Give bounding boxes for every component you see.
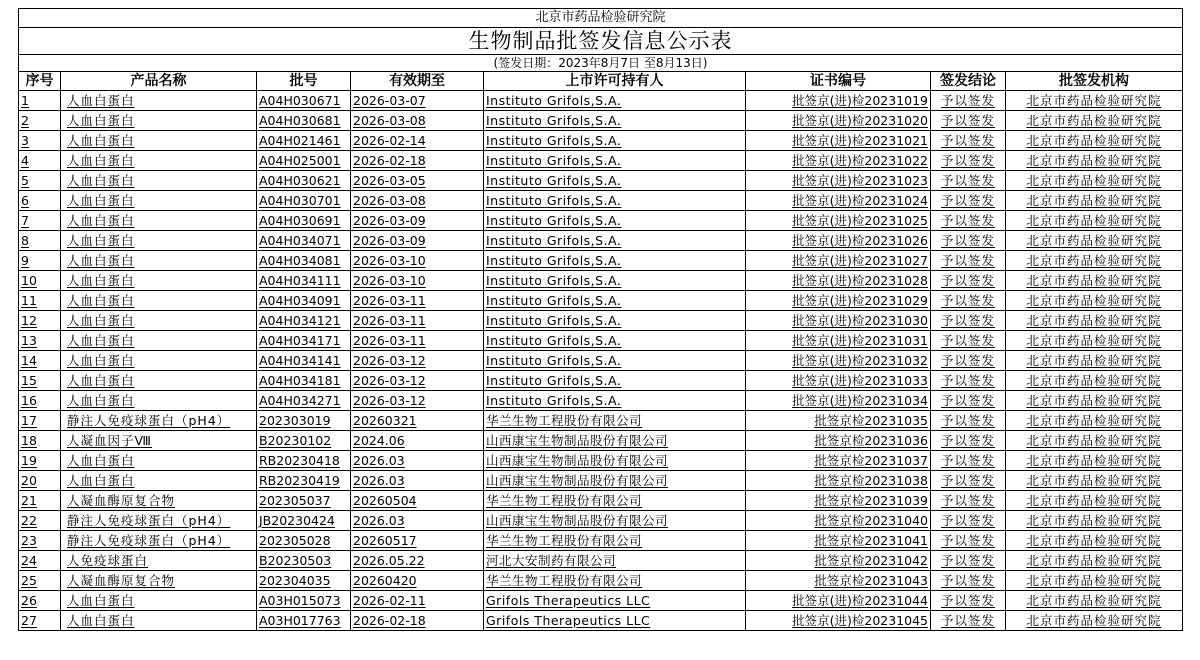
cell-conclusion[interactable]: 予以签发 xyxy=(931,551,1006,571)
cell-no[interactable]: 19 xyxy=(19,451,61,471)
cell-lot[interactable]: B20230503 xyxy=(257,551,351,571)
cell-lot[interactable]: A04H021461 xyxy=(257,131,351,151)
cell-expiry[interactable]: 20260517 xyxy=(351,531,484,551)
cell-cert[interactable]: 批签京(进)检20231030 xyxy=(746,311,931,331)
cell-product-name[interactable]: 人血白蛋白 xyxy=(61,351,257,371)
cell-product-name[interactable]: 人血白蛋白 xyxy=(61,251,257,271)
cell-conclusion[interactable]: 予以签发 xyxy=(931,151,1006,171)
cell-cert[interactable]: 批签京检20231037 xyxy=(746,451,931,471)
cell-cert[interactable]: 批签京(进)检20231023 xyxy=(746,171,931,191)
table-row xyxy=(19,211,1183,231)
cell-lot[interactable]: JB20230424 xyxy=(257,511,351,531)
cell-product-name[interactable]: 人血白蛋白 xyxy=(61,611,257,631)
cell-institution[interactable]: 北京市药品检验研究院 xyxy=(1006,211,1183,231)
cell-institution[interactable]: 北京市药品检验研究院 xyxy=(1006,531,1183,551)
cell-conclusion[interactable]: 予以签发 xyxy=(931,471,1006,491)
cell-product-name[interactable]: 人血白蛋白 xyxy=(61,451,257,471)
cell-holder[interactable]: Instituto Grifols,S.A. xyxy=(484,331,746,351)
cell-holder[interactable]: Instituto Grifols,S.A. xyxy=(484,111,746,131)
cell-lot[interactable]: A04H034171 xyxy=(257,331,351,351)
table-row xyxy=(19,291,1183,311)
table-row xyxy=(19,91,1183,111)
cell-no[interactable]: 15 xyxy=(19,371,61,391)
table-row xyxy=(19,571,1183,591)
cell-conclusion[interactable]: 予以签发 xyxy=(931,91,1006,111)
cell-expiry[interactable]: 2026-03-07 xyxy=(351,91,484,111)
table-row xyxy=(19,311,1183,331)
cell-institution[interactable]: 北京市药品检验研究院 xyxy=(1006,111,1183,131)
batch-release-table xyxy=(18,8,1183,631)
cell-product-name[interactable]: 人凝血酶原复合物 xyxy=(61,491,257,511)
cell-institution[interactable]: 北京市药品检验研究院 xyxy=(1006,131,1183,151)
cell-cert[interactable]: 批签京(进)检20231029 xyxy=(746,291,931,311)
table-row xyxy=(19,551,1183,571)
table-row xyxy=(19,531,1183,551)
cell-institution[interactable]: 北京市药品检验研究院 xyxy=(1006,91,1183,111)
cell-expiry[interactable]: 2026-02-18 xyxy=(351,611,484,631)
cell-no[interactable]: 12 xyxy=(19,311,61,331)
cell-cert[interactable]: 批签京检20231036 xyxy=(746,431,931,451)
cell-no[interactable]: 23 xyxy=(19,531,61,551)
cell-lot[interactable]: A04H034091 xyxy=(257,291,351,311)
cell-lot[interactable]: 202304035 xyxy=(257,571,351,591)
cell-product-name[interactable]: 人免疫球蛋白 xyxy=(61,551,257,571)
table-row xyxy=(19,191,1183,211)
table-row xyxy=(19,331,1183,351)
cell-conclusion[interactable]: 予以签发 xyxy=(931,511,1006,531)
cell-conclusion[interactable]: 予以签发 xyxy=(931,571,1006,591)
cell-no[interactable]: 7 xyxy=(19,211,61,231)
cell-no[interactable]: 25 xyxy=(19,571,61,591)
cell-holder[interactable]: Instituto Grifols,S.A. xyxy=(484,351,746,371)
cell-expiry[interactable]: 20260504 xyxy=(351,491,484,511)
cell-lot[interactable]: A04H030671 xyxy=(257,91,351,111)
cell-institution[interactable]: 北京市药品检验研究院 xyxy=(1006,491,1183,511)
cell-cert[interactable]: 批签京检20231042 xyxy=(746,551,931,571)
cell-holder[interactable]: 河北大安制药有限公司 xyxy=(484,551,746,571)
cell-product-name[interactable]: 人血白蛋白 xyxy=(61,391,257,411)
cell-cert[interactable]: 批签京(进)检20231022 xyxy=(746,151,931,171)
header-product-name[interactable]: 产品名称 xyxy=(61,72,257,91)
cell-cert[interactable]: 批签京(进)检20231025 xyxy=(746,211,931,231)
cell-conclusion[interactable]: 予以签发 xyxy=(931,411,1006,431)
cell-conclusion[interactable]: 予以签发 xyxy=(931,111,1006,131)
cell-cert[interactable]: 批签京(进)检20231019 xyxy=(746,91,931,111)
cell-lot[interactable]: A03H015073 xyxy=(257,591,351,611)
cell-holder[interactable]: Grifols Therapeutics LLC xyxy=(484,591,746,611)
cell-no[interactable]: 10 xyxy=(19,271,61,291)
table-row xyxy=(19,131,1183,151)
cell-institution[interactable]: 北京市药品检验研究院 xyxy=(1006,411,1183,431)
table-row xyxy=(19,411,1183,431)
cell-conclusion[interactable]: 予以签发 xyxy=(931,351,1006,371)
cell-holder[interactable]: 山西康宝生物制品股份有限公司 xyxy=(484,511,746,531)
cell-holder[interactable]: Instituto Grifols,S.A. xyxy=(484,251,746,271)
cell-product-name[interactable]: 人血白蛋白 xyxy=(61,151,257,171)
cell-holder[interactable]: Instituto Grifols,S.A. xyxy=(484,371,746,391)
cell-lot[interactable]: A04H030681 xyxy=(257,111,351,131)
cell-lot[interactable]: A04H034271 xyxy=(257,391,351,411)
cell-no[interactable]: 20 xyxy=(19,471,61,491)
table-row xyxy=(19,171,1183,191)
cell-product-name[interactable]: 人血白蛋白 xyxy=(61,111,257,131)
cell-cert[interactable]: 批签京检20231043 xyxy=(746,571,931,591)
cell-product-name[interactable]: 人血白蛋白 xyxy=(61,291,257,311)
cell-holder[interactable]: Instituto Grifols,S.A. xyxy=(484,271,746,291)
cell-lot[interactable]: A04H030691 xyxy=(257,211,351,231)
cell-lot[interactable]: A04H030621 xyxy=(257,171,351,191)
cell-institution[interactable]: 北京市药品检验研究院 xyxy=(1006,591,1183,611)
cell-conclusion[interactable]: 予以签发 xyxy=(931,191,1006,211)
cell-lot[interactable]: 202305037 xyxy=(257,491,351,511)
cell-institution[interactable]: 北京市药品检验研究院 xyxy=(1006,431,1183,451)
cell-no[interactable]: 4 xyxy=(19,151,61,171)
table-row xyxy=(19,491,1183,511)
cell-product-name[interactable]: 人血白蛋白 xyxy=(61,311,257,331)
cell-institution[interactable]: 北京市药品检验研究院 xyxy=(1006,271,1183,291)
cell-expiry[interactable]: 2026-03-09 xyxy=(351,211,484,231)
cell-conclusion[interactable]: 予以签发 xyxy=(931,371,1006,391)
cell-lot[interactable]: A04H034081 xyxy=(257,251,351,271)
cell-holder[interactable]: 华兰生物工程股份有限公司 xyxy=(484,491,746,511)
cell-holder[interactable]: Grifols Therapeutics LLC xyxy=(484,611,746,631)
cell-institution[interactable]: 北京市药品检验研究院 xyxy=(1006,391,1183,411)
cell-no[interactable]: 24 xyxy=(19,551,61,571)
cell-no[interactable]: 13 xyxy=(19,331,61,351)
cell-cert[interactable]: 批签京(进)检20231020 xyxy=(746,111,931,131)
cell-holder[interactable]: 华兰生物工程股份有限公司 xyxy=(484,411,746,431)
cell-holder[interactable]: Instituto Grifols,S.A. xyxy=(484,391,746,411)
cell-expiry[interactable]: 2026-03-08 xyxy=(351,111,484,131)
cell-conclusion[interactable]: 予以签发 xyxy=(931,611,1006,631)
cell-holder[interactable]: 山西康宝生物制品股份有限公司 xyxy=(484,431,746,451)
table-row xyxy=(19,111,1183,131)
cell-conclusion[interactable]: 予以签发 xyxy=(931,131,1006,151)
cell-lot[interactable]: A04H034141 xyxy=(257,351,351,371)
table-row xyxy=(19,391,1183,411)
cell-no[interactable]: 2 xyxy=(19,111,61,131)
cell-institution[interactable]: 北京市药品检验研究院 xyxy=(1006,191,1183,211)
cell-product-name[interactable]: 人血白蛋白 xyxy=(61,231,257,251)
cell-expiry[interactable]: 2026.03 xyxy=(351,511,484,531)
cell-no[interactable]: 27 xyxy=(19,611,61,631)
cell-no[interactable]: 6 xyxy=(19,191,61,211)
cell-expiry[interactable]: 2026.05.22 xyxy=(351,551,484,571)
cell-lot[interactable]: A04H034071 xyxy=(257,231,351,251)
table-row xyxy=(19,151,1183,171)
cell-product-name[interactable]: 人血白蛋白 xyxy=(61,331,257,351)
cell-holder[interactable]: 山西康宝生物制品股份有限公司 xyxy=(484,471,746,491)
cell-product-name[interactable]: 静注人免疫球蛋白（pH4） xyxy=(61,411,257,431)
cell-expiry[interactable]: 2026-03-11 xyxy=(351,291,484,311)
cell-no[interactable]: 9 xyxy=(19,251,61,271)
cell-expiry[interactable]: 2026-02-18 xyxy=(351,151,484,171)
cell-no[interactable]: 8 xyxy=(19,231,61,251)
cell-cert[interactable]: 批签京(进)检20231024 xyxy=(746,191,931,211)
cell-lot[interactable]: A03H017763 xyxy=(257,611,351,631)
cell-lot[interactable]: RB20230419 xyxy=(257,471,351,491)
cell-expiry[interactable]: 2026-03-05 xyxy=(351,171,484,191)
cell-expiry[interactable]: 2026.03 xyxy=(351,471,484,491)
header-row xyxy=(19,72,1183,91)
cell-institution[interactable]: 北京市药品检验研究院 xyxy=(1006,571,1183,591)
table-row xyxy=(19,471,1183,491)
cell-holder[interactable]: Instituto Grifols,S.A. xyxy=(484,231,746,251)
table-row xyxy=(19,451,1183,471)
cell-institution[interactable]: 北京市药品检验研究院 xyxy=(1006,471,1183,491)
cell-expiry[interactable]: 2026-03-10 xyxy=(351,251,484,271)
cell-cert[interactable]: 批签京检20231035 xyxy=(746,411,931,431)
cell-institution[interactable]: 北京市药品检验研究院 xyxy=(1006,291,1183,311)
cell-institution[interactable]: 北京市药品检验研究院 xyxy=(1006,371,1183,391)
cell-no[interactable]: 16 xyxy=(19,391,61,411)
cell-institution[interactable]: 北京市药品检验研究院 xyxy=(1006,551,1183,571)
cell-institution[interactable]: 北京市药品检验研究院 xyxy=(1006,351,1183,371)
cell-expiry[interactable]: 2026-03-12 xyxy=(351,371,484,391)
cell-expiry[interactable]: 2026-03-12 xyxy=(351,351,484,371)
table-row xyxy=(19,371,1183,391)
header-holder[interactable]: 上市许可持有人 xyxy=(484,72,746,91)
cell-conclusion[interactable]: 予以签发 xyxy=(931,431,1006,451)
table-row xyxy=(19,591,1183,611)
date-range[interactable]: (签发日期：2023年8月7日 至8月13日) xyxy=(19,55,1183,72)
cell-expiry[interactable]: 2026-03-11 xyxy=(351,311,484,331)
cell-institution[interactable]: 北京市药品检验研究院 xyxy=(1006,151,1183,171)
table-row xyxy=(19,251,1183,271)
cell-cert[interactable]: 批签京检20231040 xyxy=(746,511,931,531)
cell-product-name[interactable]: 人血白蛋白 xyxy=(61,371,257,391)
cell-institution[interactable]: 北京市药品检验研究院 xyxy=(1006,331,1183,351)
cell-cert[interactable]: 批签京(进)检20231031 xyxy=(746,331,931,351)
cell-institution[interactable]: 北京市药品检验研究院 xyxy=(1006,171,1183,191)
table-row xyxy=(19,271,1183,291)
table-body xyxy=(19,91,1183,631)
cell-product-name[interactable]: 人血白蛋白 xyxy=(61,211,257,231)
cell-cert[interactable]: 批签京(进)检20231026 xyxy=(746,231,931,251)
cell-cert[interactable]: 批签京(进)检20231028 xyxy=(746,271,931,291)
cell-cert[interactable]: 批签京检20231039 xyxy=(746,491,931,511)
cell-cert[interactable]: 批签京(进)检20231044 xyxy=(746,591,931,611)
cell-conclusion[interactable]: 予以签发 xyxy=(931,291,1006,311)
cell-no[interactable]: 3 xyxy=(19,131,61,151)
cell-expiry[interactable]: 2026-02-14 xyxy=(351,131,484,151)
cell-product-name[interactable]: 人凝血因子Ⅷ xyxy=(61,431,257,451)
cell-conclusion[interactable]: 予以签发 xyxy=(931,591,1006,611)
cell-product-name[interactable]: 人血白蛋白 xyxy=(61,171,257,191)
cell-institution[interactable]: 北京市药品检验研究院 xyxy=(1006,311,1183,331)
cell-no[interactable]: 17 xyxy=(19,411,61,431)
cell-product-name[interactable]: 人血白蛋白 xyxy=(61,131,257,151)
cell-no[interactable]: 22 xyxy=(19,511,61,531)
cell-expiry[interactable]: 20260321 xyxy=(351,411,484,431)
cell-product-name[interactable]: 静注人免疫球蛋白（pH4） xyxy=(61,531,257,551)
cell-institution[interactable]: 北京市药品检验研究院 xyxy=(1006,511,1183,531)
cell-no[interactable]: 26 xyxy=(19,591,61,611)
cell-holder[interactable]: Instituto Grifols,S.A. xyxy=(484,191,746,211)
cell-institution[interactable]: 北京市药品检验研究院 xyxy=(1006,251,1183,271)
cell-expiry[interactable]: 2026-03-10 xyxy=(351,271,484,291)
cell-cert[interactable]: 批签京(进)检20231021 xyxy=(746,131,931,151)
cell-product-name[interactable]: 人血白蛋白 xyxy=(61,591,257,611)
cell-no[interactable]: 5 xyxy=(19,171,61,191)
org-title[interactable]: 北京市药品检验研究院 xyxy=(19,9,1183,28)
cell-no[interactable]: 21 xyxy=(19,491,61,511)
cell-cert[interactable]: 批签京检20231041 xyxy=(746,531,931,551)
cell-lot[interactable]: B20230102 xyxy=(257,431,351,451)
header-no[interactable]: 序号 xyxy=(19,72,61,91)
cell-conclusion[interactable]: 予以签发 xyxy=(931,311,1006,331)
cell-holder[interactable]: Instituto Grifols,S.A. xyxy=(484,171,746,191)
cell-expiry[interactable]: 20260420 xyxy=(351,571,484,591)
header-lot[interactable]: 批号 xyxy=(257,72,351,91)
cell-conclusion[interactable]: 予以签发 xyxy=(931,211,1006,231)
cell-no[interactable]: 18 xyxy=(19,431,61,451)
table-row xyxy=(19,611,1183,631)
cell-institution[interactable]: 北京市药品检验研究院 xyxy=(1006,451,1183,471)
cell-expiry[interactable]: 2026-03-12 xyxy=(351,391,484,411)
cell-holder[interactable]: Instituto Grifols,S.A. xyxy=(484,311,746,331)
cell-expiry[interactable]: 2026-03-08 xyxy=(351,191,484,211)
cell-cert[interactable]: 批签京(进)检20231027 xyxy=(746,251,931,271)
cell-no[interactable]: 1 xyxy=(19,91,61,111)
cell-holder[interactable]: Instituto Grifols,S.A. xyxy=(484,291,746,311)
cell-holder[interactable]: Instituto Grifols,S.A. xyxy=(484,151,746,171)
cell-lot[interactable]: 202305028 xyxy=(257,531,351,551)
cell-lot[interactable]: A04H034121 xyxy=(257,311,351,331)
header-cert[interactable]: 证书编号 xyxy=(746,72,931,91)
cell-holder[interactable]: Instituto Grifols,S.A. xyxy=(484,131,746,151)
cell-holder[interactable]: Instituto Grifols,S.A. xyxy=(484,91,746,111)
cell-conclusion[interactable]: 予以签发 xyxy=(931,331,1006,351)
cell-lot[interactable]: 202303019 xyxy=(257,411,351,431)
table-row xyxy=(19,431,1183,451)
table-row xyxy=(19,511,1183,531)
cell-conclusion[interactable]: 予以签发 xyxy=(931,391,1006,411)
cell-lot[interactable]: A04H034111 xyxy=(257,271,351,291)
cell-product-name[interactable]: 静注人免疫球蛋白（pH4） xyxy=(61,511,257,531)
cell-conclusion[interactable]: 予以签发 xyxy=(931,491,1006,511)
cell-conclusion[interactable]: 予以签发 xyxy=(931,231,1006,251)
cell-no[interactable]: 11 xyxy=(19,291,61,311)
cell-institution[interactable]: 北京市药品检验研究院 xyxy=(1006,231,1183,251)
cell-cert[interactable]: 批签京检20231038 xyxy=(746,471,931,491)
cell-cert[interactable]: 批签京(进)检20231033 xyxy=(746,371,931,391)
cell-expiry[interactable]: 2026.03 xyxy=(351,451,484,471)
cell-cert[interactable]: 批签京(进)检20231034 xyxy=(746,391,931,411)
cell-expiry[interactable]: 2026-02-11 xyxy=(351,591,484,611)
cell-lot[interactable]: A04H025001 xyxy=(257,151,351,171)
cell-conclusion[interactable]: 予以签发 xyxy=(931,271,1006,291)
cell-lot[interactable]: A04H034181 xyxy=(257,371,351,391)
spreadsheet xyxy=(18,8,1182,631)
cell-institution[interactable]: 北京市药品检验研究院 xyxy=(1006,611,1183,631)
table-row xyxy=(19,351,1183,371)
cell-conclusion[interactable]: 予以签发 xyxy=(931,171,1006,191)
cell-product-name[interactable]: 人血白蛋白 xyxy=(61,91,257,111)
cell-holder[interactable]: 华兰生物工程股份有限公司 xyxy=(484,531,746,551)
cell-holder[interactable]: 山西康宝生物制品股份有限公司 xyxy=(484,451,746,471)
cell-product-name[interactable]: 人凝血酶原复合物 xyxy=(61,571,257,591)
header-institution[interactable]: 批签发机构 xyxy=(1006,72,1183,91)
cell-conclusion[interactable]: 予以签发 xyxy=(931,531,1006,551)
cell-conclusion[interactable]: 予以签发 xyxy=(931,451,1006,471)
cell-conclusion[interactable]: 予以签发 xyxy=(931,251,1006,271)
cell-expiry[interactable]: 2026-03-09 xyxy=(351,231,484,251)
cell-lot[interactable]: RB20230418 xyxy=(257,451,351,471)
cell-product-name[interactable]: 人血白蛋白 xyxy=(61,271,257,291)
cell-cert[interactable]: 批签京(进)检20231032 xyxy=(746,351,931,371)
cell-cert[interactable]: 批签京(进)检20231045 xyxy=(746,611,931,631)
cell-product-name[interactable]: 人血白蛋白 xyxy=(61,191,257,211)
cell-expiry[interactable]: 2026-03-11 xyxy=(351,331,484,351)
cell-holder[interactable]: 华兰生物工程股份有限公司 xyxy=(484,571,746,591)
header-conclusion[interactable]: 签发结论 xyxy=(931,72,1006,91)
table-row xyxy=(19,231,1183,251)
main-title[interactable]: 生物制品批签发信息公示表 xyxy=(19,28,1183,55)
cell-lot[interactable]: A04H030701 xyxy=(257,191,351,211)
cell-no[interactable]: 14 xyxy=(19,351,61,371)
cell-expiry[interactable]: 2024.06 xyxy=(351,431,484,451)
cell-holder[interactable]: Instituto Grifols,S.A. xyxy=(484,211,746,231)
cell-product-name[interactable]: 人血白蛋白 xyxy=(61,471,257,491)
header-expiry[interactable]: 有效期至 xyxy=(351,72,484,91)
